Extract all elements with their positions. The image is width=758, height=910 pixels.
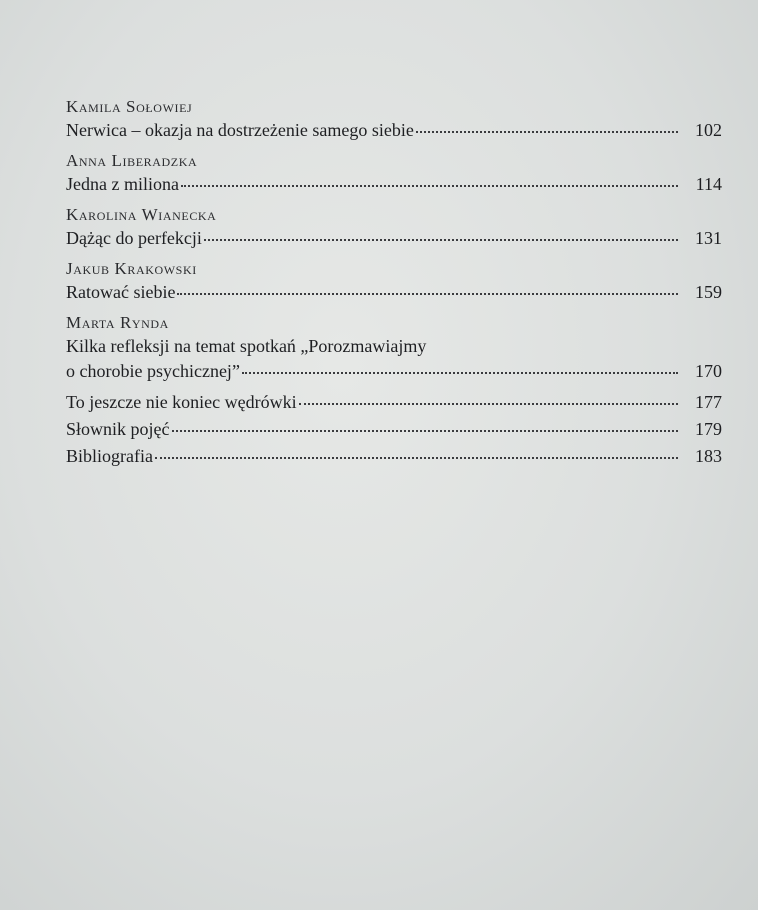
- toc-author: Marta Rynda: [66, 313, 169, 332]
- dot-leader: [204, 237, 678, 241]
- toc-title: o chorobie psychicznej”: [66, 361, 240, 381]
- toc-title: Słownik pojęć: [66, 419, 170, 439]
- toc-line: [66, 445, 722, 468]
- toc-line: [66, 418, 722, 441]
- toc-page-number: 159: [695, 282, 722, 302]
- toc-title: Dążąc do perfekcji: [66, 228, 202, 248]
- toc-author: Kamila Sołowiej: [66, 97, 193, 116]
- toc-line: [66, 118, 722, 142]
- toc-page-number: 131: [695, 228, 722, 248]
- toc-page-number: 179: [695, 419, 722, 439]
- toc-entry: [66, 96, 722, 142]
- dot-leader: [242, 370, 678, 374]
- toc-entry: [66, 258, 722, 304]
- toc-line: [66, 280, 722, 304]
- dot-leader: [177, 291, 678, 295]
- toc-entry: [66, 204, 722, 250]
- toc-section: [66, 445, 722, 468]
- toc-page-number: 170: [695, 361, 722, 381]
- toc-line: [66, 226, 722, 250]
- dot-leader: [172, 428, 679, 432]
- toc-author: Jakub Krakowski: [66, 259, 197, 278]
- dot-leader: [155, 455, 678, 459]
- toc-title: Ratować siebie: [66, 282, 176, 302]
- dot-leader: [299, 401, 678, 405]
- toc-author: Karolina Wianecka: [66, 205, 217, 224]
- toc-page-number: 102: [695, 120, 722, 140]
- toc-entry: [66, 150, 722, 196]
- toc-entry: [66, 312, 722, 383]
- toc-title: To jeszcze nie koniec wędrówki: [66, 392, 297, 412]
- toc-title: Nerwica – okazja na dostrzeżenie samego siebie: [66, 120, 414, 140]
- toc-title-first-line: Kilka refleksji na temat spotkań „Porozmawiajmy: [66, 336, 427, 356]
- toc-page-number: 183: [695, 446, 722, 466]
- toc-page-number: 114: [695, 174, 722, 194]
- toc-section: [66, 391, 722, 414]
- toc-line: [66, 172, 722, 196]
- toc-line: [66, 391, 722, 414]
- toc-section: [66, 418, 722, 441]
- toc-title: Bibliografia: [66, 446, 153, 466]
- toc-page-number: 177: [695, 392, 722, 412]
- toc-title: Jedna z miliona: [66, 174, 179, 194]
- dot-leader: [181, 183, 678, 187]
- toc-author: Anna Liberadzka: [66, 151, 198, 170]
- dot-leader: [416, 129, 678, 133]
- toc-line: [66, 359, 722, 383]
- table-of-contents: [66, 96, 722, 470]
